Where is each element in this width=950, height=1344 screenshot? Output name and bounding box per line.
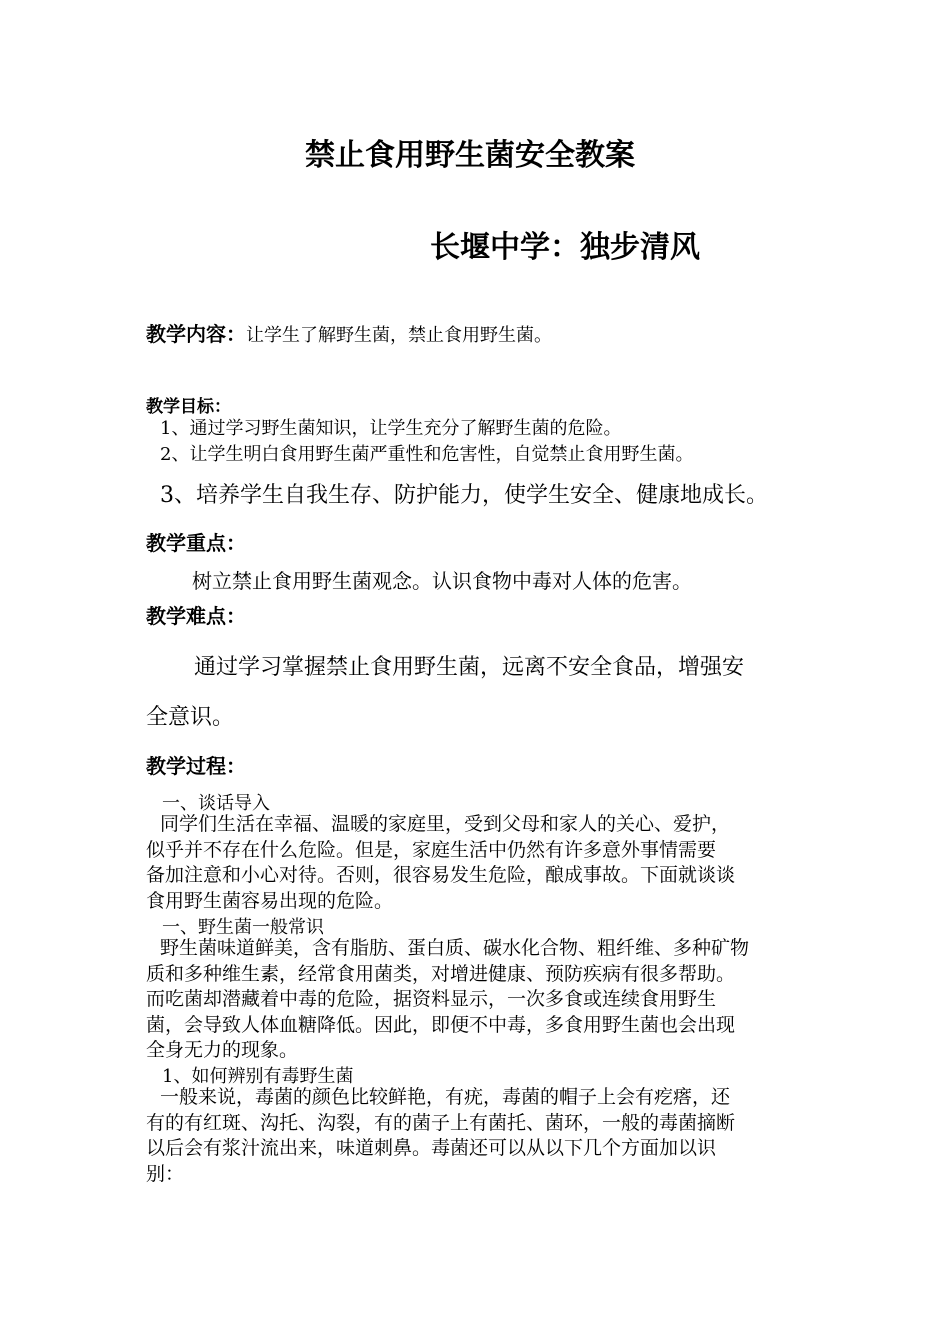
key-point-text: 树立禁止食用野生菌观念。认识食物中毒对人体的危害。 — [192, 569, 692, 593]
content-line — [146, 318, 552, 347]
section-1-line: 备加注意和小心对待。否则，很容易发生危险，酿成事故。下面就谈谈 — [146, 864, 736, 886]
section-2-line: 质和多种维生素，经常食用菌类，对增进健康、预防疾病有很多帮助。 — [146, 962, 736, 985]
difficulty-label: 教学难点： — [146, 604, 246, 628]
section-2-line: 菌，会导致人体血糖降低。因此，即便不中毒，多食用野生菌也会出现 — [146, 1013, 736, 1036]
section-3-paragraph — [146, 1085, 826, 1187]
section-3-heading: 1、如何辨别有毒野生菌 — [162, 1066, 354, 1087]
section-1-line: 同学们生活在幸福、温暖的家庭里，受到父母和家人的关心、爱护， — [160, 813, 731, 835]
goals-label: 教学目标： — [146, 397, 231, 417]
key-point-label: 教学重点： — [146, 531, 246, 555]
section-3-line: 以后会有浆汁流出来，味道刺鼻。毒菌还可以从以下几个方面加以识 — [146, 1137, 717, 1159]
section-1-heading: 一、谈话导入 — [162, 793, 270, 814]
section-3-line: 一般来说，毒菌的颜色比较鲜艳，有疣，毒菌的帽子上会有疙瘩，还 — [160, 1086, 731, 1108]
content-label: 教学内容： — [146, 322, 246, 346]
goal-item-2: 2、让学生明白食用野生菌严重性和危害性，自觉禁止食用野生菌。 — [160, 444, 694, 465]
goal-item-1: 1、通过学习野生菌知识，让学生充分了解野生菌的危险。 — [160, 418, 622, 439]
difficulty-line-2: 全意识。 — [146, 705, 235, 730]
section-1-paragraph — [146, 812, 826, 914]
process-label: 教学过程： — [146, 754, 246, 778]
section-2-line: 全身无力的现象。 — [146, 1039, 299, 1061]
section-1-line: 食用野生菌容易出现的危险。 — [146, 889, 394, 912]
section-2-line: 而吃菌却潜藏着中毒的危险，据资料显示，一次多食或连续食用野生 — [146, 988, 717, 1010]
goal-item-3: 3、培养学生自我生存、防护能力，使学生安全、健康地成长。 — [160, 483, 768, 508]
section-2-heading: 一、野生菌一般常识 — [162, 917, 324, 938]
section-1-line: 似乎并不存在什么危险。但是，家庭生活中仍然有许多意外事情需要 — [146, 838, 717, 861]
section-2-line: 野生菌味道鲜美，含有脂肪、蛋白质、碳水化合物、粗纤维、多种矿物 — [160, 937, 750, 959]
document-title: 禁止食用野生菌安全教案 — [305, 138, 635, 173]
section-3-line: 别： — [146, 1162, 185, 1185]
section-3-line: 有的有红斑、沟托、沟裂，有的菌子上有菌托、菌环，一般的毒菌摘断 — [146, 1111, 736, 1134]
section-2-paragraph — [146, 936, 826, 1064]
content-text: 让学生了解野生菌，禁止食用野生菌。 — [246, 325, 552, 346]
document-subtitle: 长堰中学：独步清风 — [430, 230, 700, 265]
difficulty-line-1: 通过学习掌握禁止食用野生菌，远离不安全食品，增强安 — [194, 655, 745, 680]
